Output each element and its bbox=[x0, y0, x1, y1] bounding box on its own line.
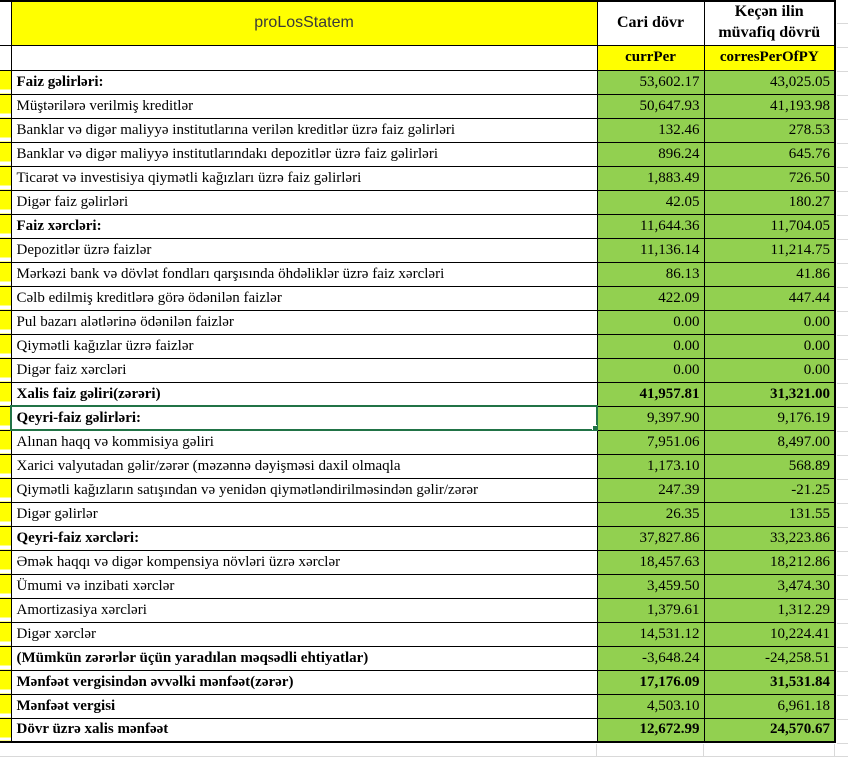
previous-period-value-cell[interactable]: 9,176.19 bbox=[704, 406, 835, 430]
row-marker-cell[interactable] bbox=[0, 94, 11, 118]
current-period-value-cell[interactable]: 42.05 bbox=[597, 190, 704, 214]
row-label-cell[interactable]: Xalis faiz gəliri(zərəri) bbox=[11, 382, 597, 406]
current-period-value-cell[interactable]: 37,827.86 bbox=[597, 526, 704, 550]
current-period-value-cell[interactable]: 3,459.50 bbox=[597, 574, 704, 598]
row-label-cell[interactable]: Digər faiz xərcləri bbox=[11, 358, 597, 382]
current-period-value-cell[interactable]: 9,397.90 bbox=[597, 406, 704, 430]
current-period-value-cell[interactable]: 41,957.81 bbox=[597, 382, 704, 406]
previous-period-value-cell[interactable]: 41.86 bbox=[704, 262, 835, 286]
row-label-cell[interactable]: Ticarət və investisiya qiymətli kağızları üzrə faiz gəlirləri bbox=[11, 166, 597, 190]
current-period-value-cell[interactable]: 132.46 bbox=[597, 118, 704, 142]
row-label-cell[interactable]: Amortizasiya xərcləri bbox=[11, 598, 597, 622]
table-row bbox=[0, 526, 835, 550]
table-row bbox=[0, 286, 835, 310]
previous-period-header-cell[interactable]: Keçən ilin müvafiq dövrü bbox=[704, 1, 835, 45]
row-label-cell[interactable]: Faiz gəlirləri: bbox=[11, 70, 597, 94]
column-gridline bbox=[596, 744, 597, 756]
previous-period-value-cell[interactable]: 33,223.86 bbox=[704, 526, 835, 550]
table-row bbox=[0, 598, 835, 622]
row-marker-cell[interactable] bbox=[0, 718, 11, 742]
row-label-cell[interactable]: Müştərilərə verilmiş kreditlər bbox=[11, 94, 597, 118]
row-marker-cell[interactable] bbox=[0, 118, 11, 142]
row-label-cell[interactable]: Qiymətli kağızların satışından və yenidən qiymətləndirilməsindən gəlir/zərər bbox=[11, 478, 597, 502]
row-label-cell[interactable]: Əmək haqqı və digər kompensiya növləri üzrə xərclər bbox=[11, 550, 597, 574]
row-marker-cell[interactable] bbox=[0, 190, 11, 214]
current-period-value-cell[interactable]: 53,602.17 bbox=[597, 70, 704, 94]
row-marker-cell[interactable] bbox=[0, 478, 11, 502]
table-row bbox=[0, 70, 835, 94]
current-period-value-cell[interactable]: 4,503.10 bbox=[597, 694, 704, 718]
previous-period-value-cell[interactable]: 447.44 bbox=[704, 286, 835, 310]
table-row bbox=[0, 550, 835, 574]
previous-period-value-cell[interactable]: 180.27 bbox=[704, 190, 835, 214]
row-marker-cell[interactable] bbox=[0, 694, 11, 718]
row-marker-cell[interactable] bbox=[0, 286, 11, 310]
previous-period-value-cell[interactable]: -24,258.51 bbox=[704, 646, 835, 670]
table-row bbox=[0, 478, 835, 502]
row-gridline bbox=[0, 756, 848, 757]
previous-period-value-cell[interactable]: 1,312.29 bbox=[704, 598, 835, 622]
table-row bbox=[0, 214, 835, 238]
row-label-cell[interactable]: Banklar və digər maliyyə institutlarına verilən kreditlər üzrə faiz gəlirləri bbox=[11, 118, 597, 142]
table-row bbox=[0, 310, 835, 334]
current-period-value-cell[interactable]: 86.13 bbox=[597, 262, 704, 286]
previous-period-value-cell[interactable]: 0.00 bbox=[704, 310, 835, 334]
current-period-value-cell[interactable]: 11,136.14 bbox=[597, 238, 704, 262]
column-gridline bbox=[703, 744, 704, 756]
previous-period-value-cell[interactable]: 568.89 bbox=[704, 454, 835, 478]
row-marker-cell[interactable] bbox=[0, 238, 11, 262]
previous-period-value-cell[interactable]: -21.25 bbox=[704, 478, 835, 502]
previous-period-value-cell[interactable]: 645.76 bbox=[704, 142, 835, 166]
current-period-value-cell[interactable]: 17,176.09 bbox=[597, 670, 704, 694]
row-marker-cell[interactable] bbox=[0, 70, 11, 94]
row-label-cell[interactable]: Mərkəzi bank və dövlət fondları qarşısında öhdəliklər üzrə faiz xərcləri bbox=[11, 262, 597, 286]
row-label-cell[interactable]: Ümumi və inzibati xərclər bbox=[11, 574, 597, 598]
row-label-cell[interactable]: Cəlb edilmiş kreditlərə görə ödənilən faizlər bbox=[11, 286, 597, 310]
previous-period-value-cell[interactable]: 18,212.86 bbox=[704, 550, 835, 574]
current-period-value-cell[interactable]: 14,531.12 bbox=[597, 622, 704, 646]
table-row bbox=[0, 94, 835, 118]
previous-period-value-cell[interactable]: 131.55 bbox=[704, 502, 835, 526]
table-row bbox=[0, 118, 835, 142]
statement-title-cell[interactable]: proLosStatem bbox=[11, 1, 597, 45]
row-label-cell[interactable]: Mənfəət vergisi bbox=[11, 694, 597, 718]
current-period-value-cell[interactable]: 12,672.99 bbox=[597, 718, 704, 742]
row-marker-cell[interactable] bbox=[0, 574, 11, 598]
column-gridline bbox=[834, 744, 835, 756]
corner-cell[interactable] bbox=[0, 1, 11, 45]
table-row bbox=[0, 694, 835, 718]
current-period-value-cell[interactable]: -3,648.24 bbox=[597, 646, 704, 670]
current-period-value-cell[interactable]: 896.24 bbox=[597, 142, 704, 166]
previous-period-value-cell[interactable]: 31,321.00 bbox=[704, 382, 835, 406]
row-label-cell[interactable]: Digər gəlirlər bbox=[11, 502, 597, 526]
row-marker-cell[interactable] bbox=[0, 646, 11, 670]
current-period-value-cell[interactable]: 7,951.06 bbox=[597, 430, 704, 454]
table-row bbox=[0, 382, 835, 406]
area-below-table bbox=[0, 744, 848, 758]
row-marker-cell[interactable] bbox=[0, 526, 11, 550]
table-row bbox=[0, 670, 835, 694]
row-marker-cell[interactable] bbox=[0, 622, 11, 646]
table-row bbox=[0, 190, 835, 214]
row-label-cell[interactable]: Banklar və digər maliyyə institutlarındakı depozitlər üzrə faiz gəlirləri bbox=[11, 142, 597, 166]
row-label-cell[interactable]: Alınan haqq və kommisiya gəliri bbox=[11, 430, 597, 454]
current-period-value-cell[interactable]: 0.00 bbox=[597, 334, 704, 358]
previous-period-value-cell[interactable]: 0.00 bbox=[704, 334, 835, 358]
table-row bbox=[0, 574, 835, 598]
row-label-cell[interactable]: Digər xərclər bbox=[11, 622, 597, 646]
previous-period-value-cell[interactable]: 0.00 bbox=[704, 358, 835, 382]
previous-period-value-cell[interactable]: 43,025.05 bbox=[704, 70, 835, 94]
code-row bbox=[0, 45, 835, 70]
previous-period-value-cell[interactable]: 8,497.00 bbox=[704, 430, 835, 454]
row-marker-cell[interactable] bbox=[0, 430, 11, 454]
previous-period-value-cell[interactable]: 726.50 bbox=[704, 166, 835, 190]
current-period-value-cell[interactable]: 26.35 bbox=[597, 502, 704, 526]
row-marker-cell[interactable] bbox=[0, 454, 11, 478]
current-period-value-cell[interactable]: 0.00 bbox=[597, 358, 704, 382]
row-label-cell[interactable]: Dövr üzrə xalis mənfəət bbox=[11, 718, 597, 742]
previous-period-code-cell[interactable]: corresPerOfPY bbox=[704, 45, 835, 70]
current-period-code-cell[interactable]: currPer bbox=[597, 45, 704, 70]
previous-period-value-cell[interactable]: 278.53 bbox=[704, 118, 835, 142]
table-row bbox=[0, 430, 835, 454]
current-period-value-cell[interactable]: 422.09 bbox=[597, 286, 704, 310]
current-period-value-cell[interactable]: 1,379.61 bbox=[597, 598, 704, 622]
row-marker-cell[interactable] bbox=[0, 406, 11, 430]
row-label-cell[interactable]: Mənfəət vergisindən əvvəlki mənfəət(zərər) bbox=[11, 670, 597, 694]
previous-period-value-cell[interactable]: 31,531.84 bbox=[704, 670, 835, 694]
table-row bbox=[0, 454, 835, 478]
current-period-value-cell[interactable]: 0.00 bbox=[597, 310, 704, 334]
current-period-header-cell[interactable]: Cari dövr bbox=[597, 1, 704, 45]
current-period-value-cell[interactable]: 18,457.63 bbox=[597, 550, 704, 574]
row-marker-cell[interactable] bbox=[0, 214, 11, 238]
previous-period-value-cell[interactable]: 11,214.75 bbox=[704, 238, 835, 262]
table-row bbox=[0, 622, 835, 646]
row-label-cell[interactable]: Qeyri-faiz xərcləri: bbox=[11, 526, 597, 550]
row-marker-cell[interactable] bbox=[0, 262, 11, 286]
row-marker-cell[interactable] bbox=[0, 382, 11, 406]
row-marker-cell[interactable] bbox=[0, 550, 11, 574]
previous-period-value-cell[interactable]: 41,193.98 bbox=[704, 94, 835, 118]
row-label-cell[interactable]: Faiz xərcləri: bbox=[11, 214, 597, 238]
row-marker-cell[interactable] bbox=[0, 334, 11, 358]
table-row bbox=[0, 142, 835, 166]
table-row bbox=[0, 334, 835, 358]
current-period-value-cell[interactable]: 1,173.10 bbox=[597, 454, 704, 478]
table-row bbox=[0, 166, 835, 190]
row-marker-cell[interactable] bbox=[0, 502, 11, 526]
row-label-cell[interactable]: Pul bazarı alətlərinə ödənilən faizlər bbox=[11, 310, 597, 334]
table-row bbox=[0, 718, 835, 742]
row-label-cell[interactable]: Digər faiz gəlirləri bbox=[11, 190, 597, 214]
current-period-value-cell[interactable]: 50,647.93 bbox=[597, 94, 704, 118]
right-gutter bbox=[837, 0, 848, 744]
row-label-cell[interactable]: (Mümkün zərərlər üçün yaradılan məqsədli ehtiyatlar) bbox=[11, 646, 597, 670]
previous-period-value-cell[interactable]: 6,961.18 bbox=[704, 694, 835, 718]
previous-period-value-cell[interactable]: 11,704.05 bbox=[704, 214, 835, 238]
row-marker-cell[interactable] bbox=[0, 598, 11, 622]
row-marker-cell[interactable] bbox=[0, 358, 11, 382]
row-marker-cell[interactable] bbox=[0, 670, 11, 694]
code-row-marker-cell[interactable] bbox=[0, 45, 11, 70]
row-label-cell[interactable]: Qiymətli kağızlar üzrə faizlər bbox=[11, 334, 597, 358]
row-marker-cell[interactable] bbox=[0, 142, 11, 166]
table-row bbox=[0, 502, 835, 526]
previous-period-value-cell[interactable]: 24,570.67 bbox=[704, 718, 835, 742]
previous-period-value-cell[interactable]: 3,474.30 bbox=[704, 574, 835, 598]
row-marker-cell[interactable] bbox=[0, 310, 11, 334]
row-marker-cell[interactable] bbox=[0, 166, 11, 190]
table-row bbox=[0, 358, 835, 382]
table-row bbox=[0, 646, 835, 670]
table-row bbox=[0, 406, 835, 430]
row-label-cell[interactable]: Xarici valyutadan gəlir/zərər (məzənnə dəyişməsi daxil olmaqla bbox=[11, 454, 597, 478]
previous-period-value-cell[interactable]: 10,224.41 bbox=[704, 622, 835, 646]
current-period-value-cell[interactable]: 1,883.49 bbox=[597, 166, 704, 190]
row-label-cell[interactable]: Qeyri-faiz gəlirləri: bbox=[11, 406, 597, 430]
table-row bbox=[0, 238, 835, 262]
row-label-cell[interactable]: Depozitlər üzrə faizlər bbox=[11, 238, 597, 262]
current-period-value-cell[interactable]: 11,644.36 bbox=[597, 214, 704, 238]
code-row-blank-cell[interactable] bbox=[11, 45, 597, 70]
fill-handle[interactable] bbox=[592, 425, 598, 431]
title-row bbox=[0, 1, 835, 45]
current-period-value-cell[interactable]: 247.39 bbox=[597, 478, 704, 502]
table-row bbox=[0, 262, 835, 286]
